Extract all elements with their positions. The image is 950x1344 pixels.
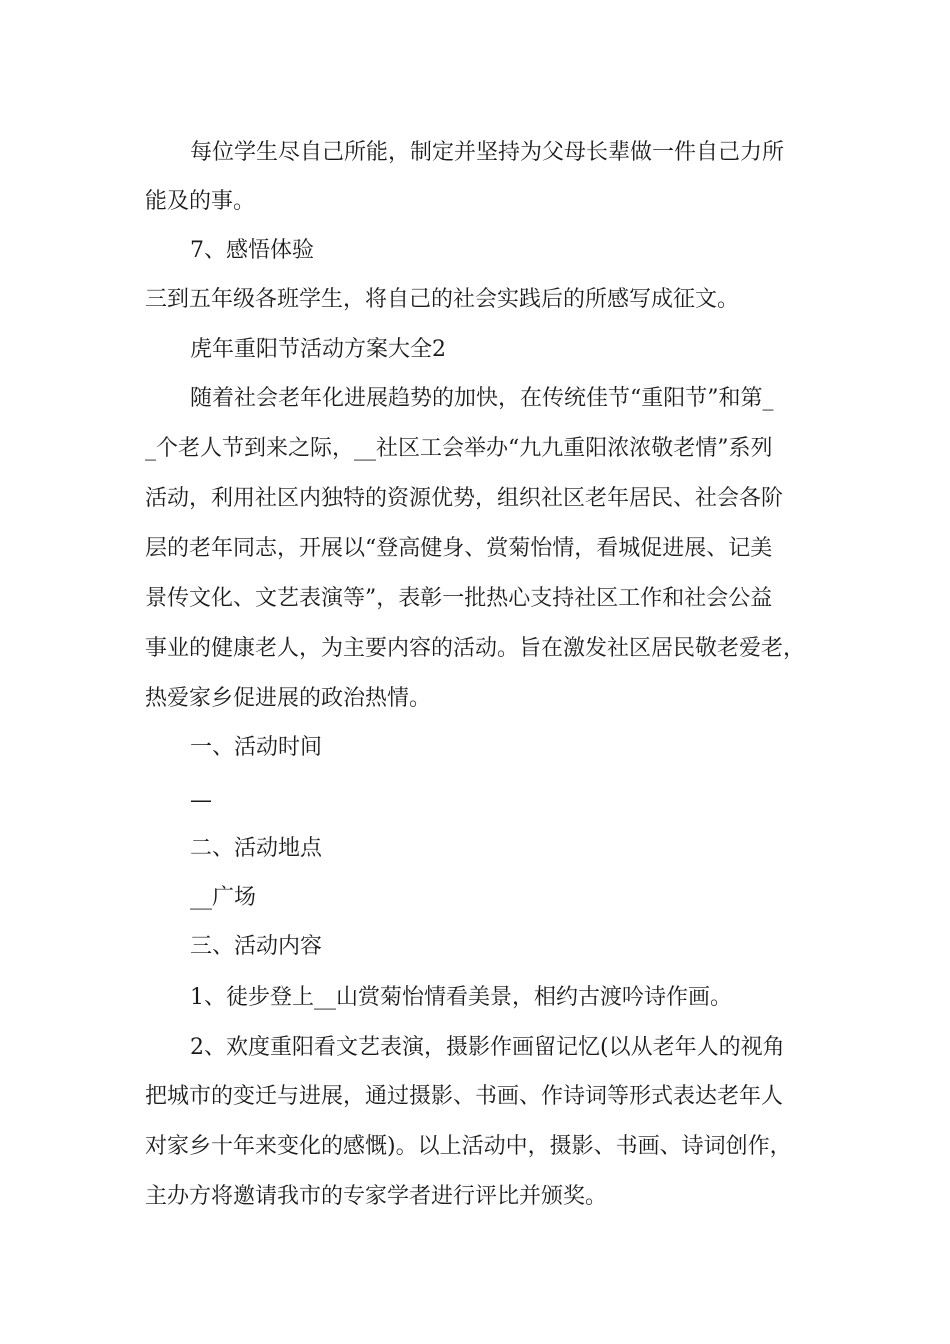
section-heading: 二、活动地点 [190,836,323,861]
paragraph-line: 层的老年同志，开展以“登高健身、赏菊怡情，看城促进展、记美 [145,536,773,561]
paragraph-line: _个老人节到来之际，__社区工会举办“九九重阳浓浓敬老情”系列 [145,436,773,461]
paragraph-line: 每位学生尽自己所能，制定并坚持为父母长辈做一件自己力所 [190,140,785,165]
paragraph-line: 随着社会老年化进展趋势的加快，在传统佳节“重阳节”和第_ [190,386,774,411]
document-title: 虎年重阳节活动方案大全2 [190,337,446,362]
paragraph-line: 事业的健康老人，为主要内容的活动。旨在激发社区居民敬老爱老， [145,636,806,661]
paragraph-line: 把城市的变迁与进展，通过摄影、书画、作诗词等形式表达老年人 [145,1084,784,1109]
paragraph-line: __广场 [190,885,257,910]
section-heading: 7、感悟体验 [190,238,314,263]
paragraph-line: 对家乡十年来变化的感慨)。以上活动中，摄影、书画、诗词创作， [145,1134,792,1159]
section-heading: 三、活动内容 [190,934,323,959]
paragraph-line: 能及的事。 [145,189,256,214]
paragraph-line: 景传文化、文艺表演等”，表彰一批热心支持社区工作和社会公益 [145,586,773,611]
list-item: 2、欢度重阳看文艺表演，摄影作画留记忆(以从老年人的视角 [190,1035,785,1060]
paragraph-line: — [190,788,212,813]
paragraph-line: 三到五年级各班学生，将自己的社会实践后的所感写成征文。 [145,287,740,312]
paragraph-line: 热爱家乡促进展的政治热情。 [145,686,432,711]
paragraph-line: 主办方将邀请我市的专家学者进行评比并颁奖。 [145,1184,608,1209]
section-heading: 一、活动时间 [190,735,323,760]
list-item: 1、徒步登上__山赏菊怡情看美景，相约古渡吟诗作画。 [190,985,732,1010]
paragraph-line: 活动，利用社区内独特的资源优势，组织社区老年居民、社会各阶 [145,486,784,511]
